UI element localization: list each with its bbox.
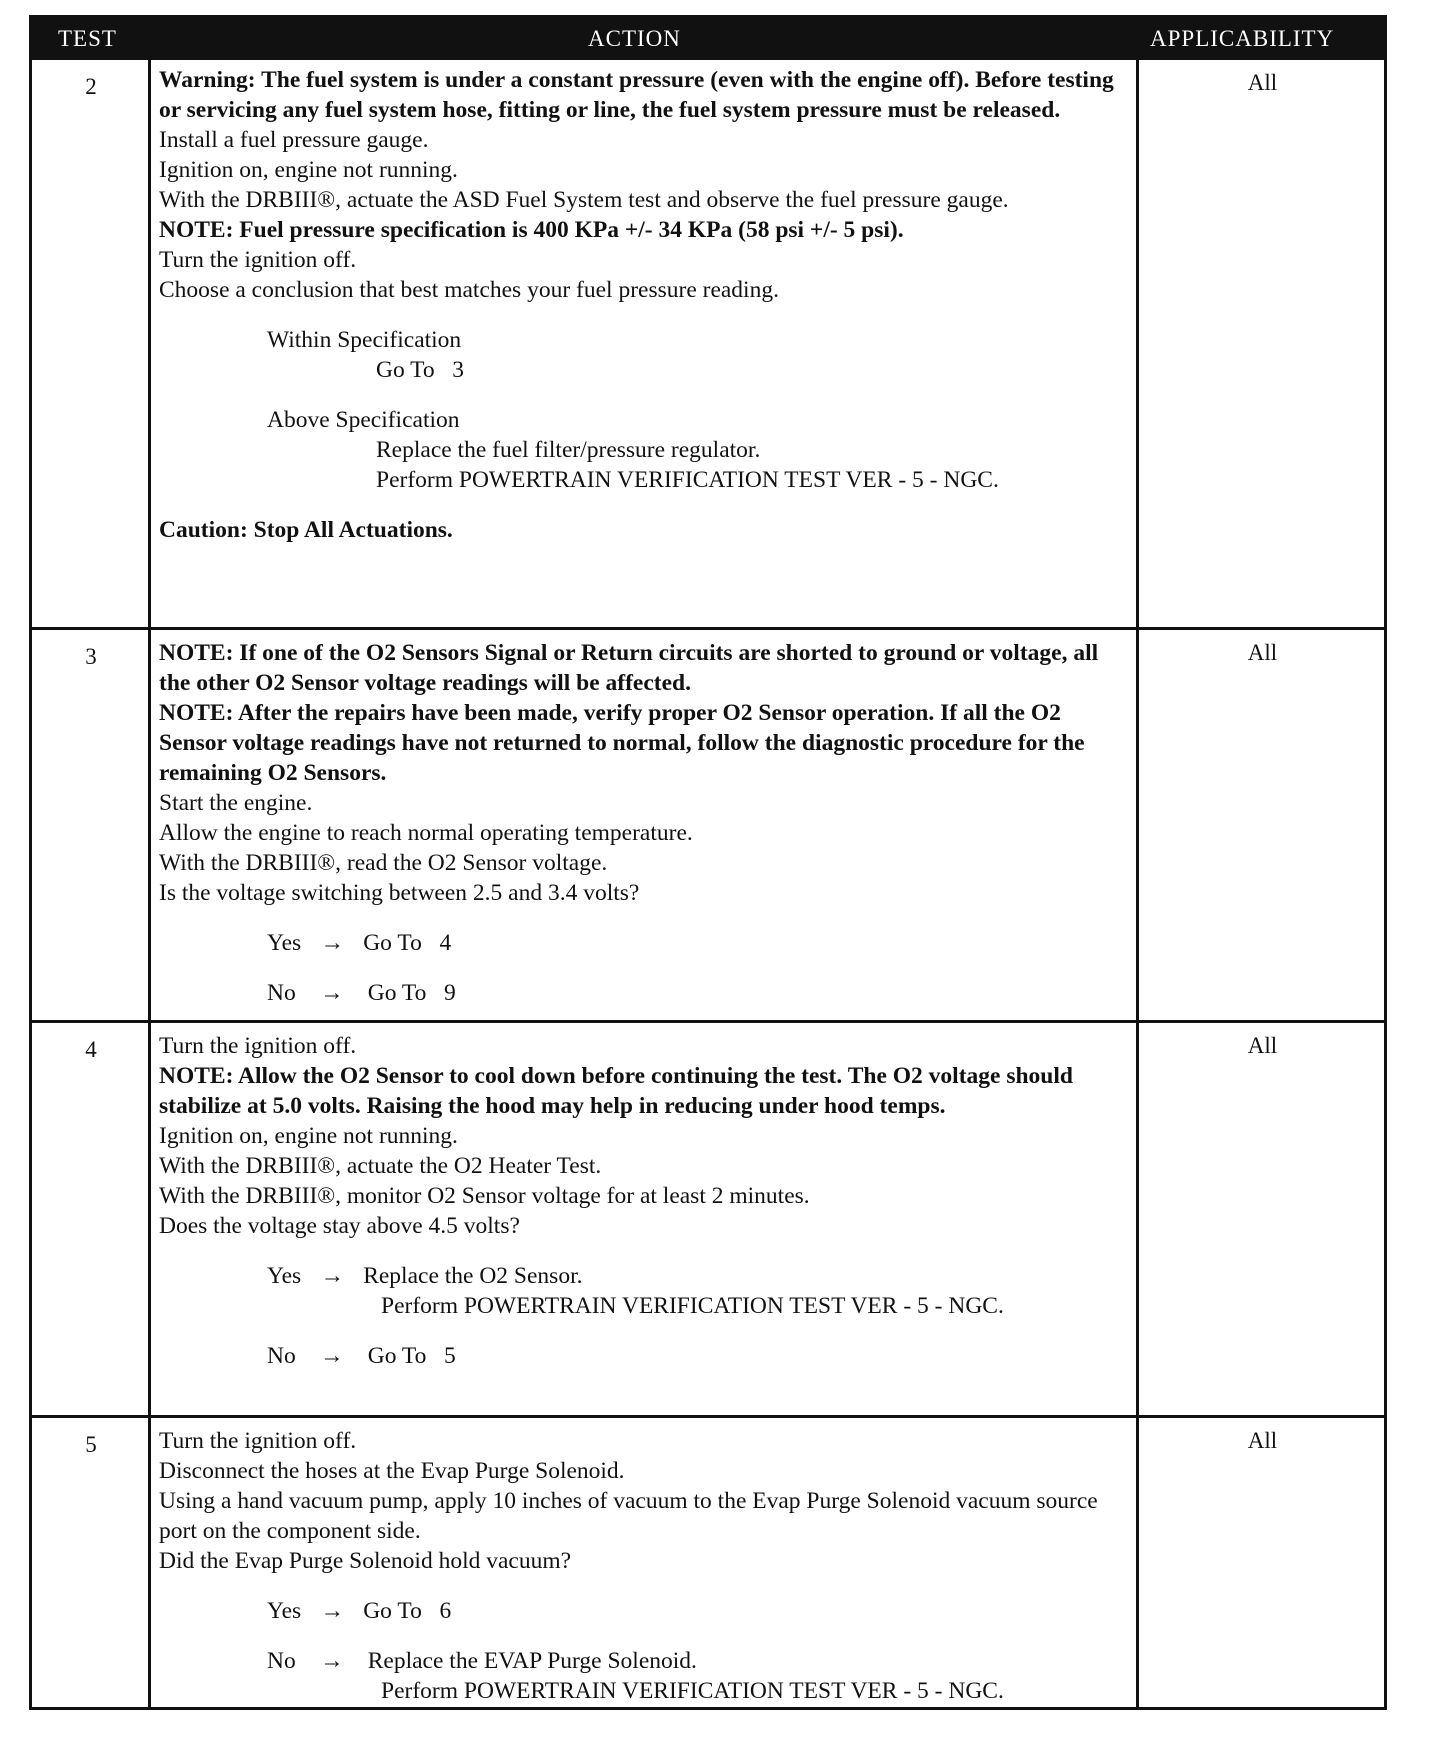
step-line: Is the voltage switching between 2.5 and 3.4 volts? (159, 880, 640, 906)
test-number: 5 (85, 1432, 97, 1457)
step-line: Allow the engine to reach normal operating temperature. (159, 820, 693, 846)
step-line: Ignition on, engine not running. (159, 1123, 458, 1149)
yes-option (159, 1261, 1127, 1291)
arrow-icon: → (319, 1648, 344, 1674)
test-number: 3 (85, 644, 97, 669)
arrow-icon: → (319, 980, 344, 1006)
note-text: NOTE: After the repairs have been made, verify proper O2 Sensor operation. If all the O2 Sensor voltage readings have not returned to normal, follow the diagnostic procedure for the remaining O2 Sensors. (159, 700, 1085, 786)
yes-label: Yes (267, 930, 302, 956)
no-label: No (267, 1343, 296, 1369)
step-line: Ignition on, engine not running. (159, 157, 458, 183)
test-number: 2 (85, 74, 97, 99)
option-label: Above Specification (267, 407, 460, 433)
step-line: Start the engine. (159, 790, 313, 816)
header-applicability: APPLICABILITY (1150, 26, 1335, 51)
step-line: With the DRBIII®, actuate the ASD Fuel System test and observe the fuel pressure gauge. (159, 187, 1009, 213)
applicability-value: All (1247, 640, 1278, 665)
no-option (159, 1341, 1127, 1371)
note-text: NOTE: If one of the O2 Sensors Signal or Return circuits are shorted to ground or voltage, all the other O2 Sensor voltage readings will be affected. (159, 640, 1099, 696)
table-header (32, 18, 1384, 60)
table-row (32, 60, 1384, 627)
step-line: Turn the ignition off. (159, 1428, 357, 1454)
yes-action: Go To 4 (363, 930, 452, 956)
arrow-icon: → (320, 930, 344, 956)
header-test: TEST (58, 26, 117, 51)
no-action: Go To 9 (367, 980, 456, 1006)
test-number: 4 (85, 1037, 97, 1062)
yes-action-2: Perform POWERTRAIN VERIFICATION TEST VER - 5 - NGC. (381, 1293, 1004, 1319)
no-label: No (267, 1648, 296, 1674)
action-cell (159, 1031, 1127, 1371)
no-action: Go To 5 (367, 1343, 456, 1369)
yes-option (159, 928, 1127, 958)
step-line: Choose a conclusion that best matches your fuel pressure reading. (159, 277, 779, 303)
applicability-value: All (1247, 70, 1278, 95)
yes-label: Yes (267, 1263, 302, 1289)
arrow-icon: → (320, 1598, 344, 1624)
step-line: Disconnect the hoses at the Evap Purge Solenoid. (159, 1458, 625, 1484)
note-text: NOTE: Allow the O2 Sensor to cool down before continuing the test. The O2 voltage should stabilize at 5.0 volts. Raising the hood may help in reducing under hood temps. (159, 1063, 1073, 1119)
option-action: Replace the fuel filter/pressure regulator. (376, 437, 761, 463)
step-line: Using a hand vacuum pump, apply 10 inches of vacuum to the Evap Purge Solenoid vacuum source port on the component side. (159, 1488, 1098, 1544)
yes-option (159, 1596, 1127, 1626)
warning-text: Warning: The fuel system is under a constant pressure (even with the engine off). Before testing or servicing any fuel system hose, fitting or line, the fuel system pressure must be released. (159, 67, 1114, 123)
step-line: With the DRBIII®, read the O2 Sensor voltage. (159, 850, 608, 876)
note-text: NOTE: Fuel pressure specification is 400 KPa +/- 34 KPa (58 psi +/- 5 psi). (159, 217, 904, 243)
arrow-icon: → (319, 1343, 344, 1369)
action-cell (159, 1426, 1127, 1706)
option-label: Within Specification (267, 327, 462, 353)
action-cell (159, 638, 1127, 1008)
no-action: Replace the EVAP Purge Solenoid. (367, 1648, 697, 1674)
no-option (159, 978, 1127, 1008)
arrow-icon: → (320, 1263, 344, 1289)
caution-text: Caution: Stop All Actuations. (159, 517, 453, 543)
yes-action: Go To 6 (363, 1598, 452, 1624)
step-line: Install a fuel pressure gauge. (159, 127, 429, 153)
applicability-value: All (1247, 1428, 1278, 1453)
step-line: Turn the ignition off. (159, 247, 357, 273)
yes-action: Replace the O2 Sensor. (363, 1263, 583, 1289)
table-row (32, 627, 1384, 1020)
action-cell (159, 65, 1127, 545)
option-action: Go To 3 (376, 357, 465, 383)
step-line: Turn the ignition off. (159, 1033, 357, 1059)
table-row (32, 1415, 1384, 1707)
step-line: Does the voltage stay above 4.5 volts? (159, 1213, 520, 1239)
table-row (32, 1020, 1384, 1415)
step-line: With the DRBIII®, actuate the O2 Heater Test. (159, 1153, 602, 1179)
option-action: Perform POWERTRAIN VERIFICATION TEST VER - 5 - NGC. (376, 467, 999, 493)
applicability-value: All (1247, 1033, 1278, 1058)
diagnostic-table (29, 15, 1387, 1710)
step-line: Did the Evap Purge Solenoid hold vacuum? (159, 1548, 572, 1574)
yes-label: Yes (267, 1598, 302, 1624)
step-line: With the DRBIII®, monitor O2 Sensor voltage for at least 2 minutes. (159, 1183, 810, 1209)
no-action-2: Perform POWERTRAIN VERIFICATION TEST VER - 5 - NGC. (381, 1678, 1004, 1704)
header-action: ACTION (588, 26, 681, 51)
no-label: No (267, 980, 296, 1006)
no-option (159, 1646, 1127, 1676)
